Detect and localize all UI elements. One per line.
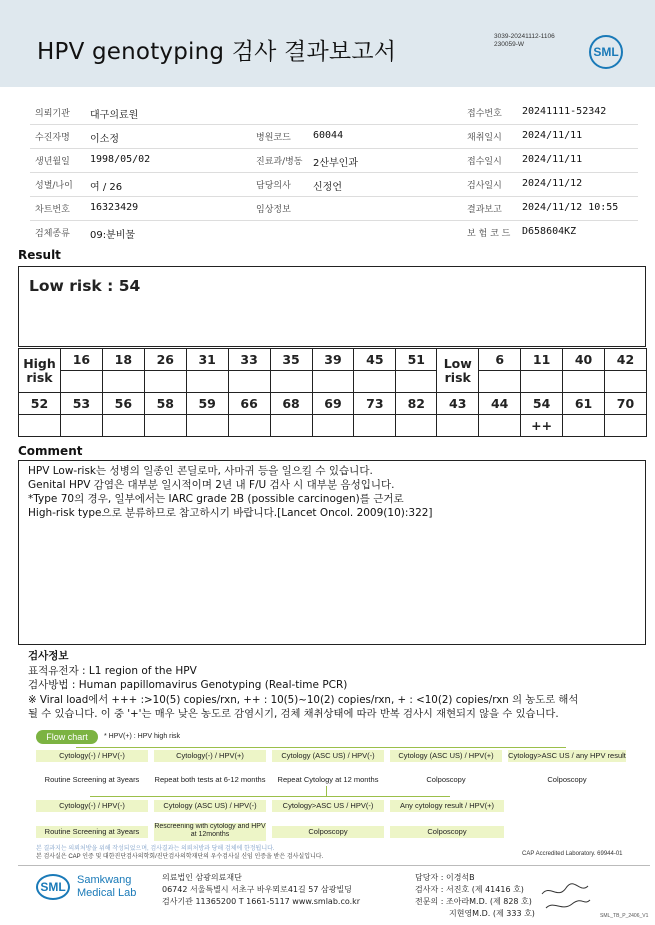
comment-text [28,464,433,520]
result-cell [521,371,563,393]
result-cell [60,371,102,393]
genotype-cell: 16 [60,349,102,371]
info-row [30,148,638,173]
flow-connector [90,796,450,797]
organization-name: 의료법인 삼광의료재단 [162,873,242,882]
flow-step: Cytology (ASC US) / HPV(-) [272,750,384,762]
info-row [30,196,638,221]
cap-accreditation: CAP Accredited Laboratory. 69944-01 [522,851,623,857]
flow-step: Any cytology result / HPV(+) [390,800,504,812]
flow-step: Colposcopy [272,826,384,838]
genotype-cell: 58 [144,393,186,415]
flow-outcome: Colposcopy [426,775,466,784]
comment-line: *Type 70의 경우, 일부에서는 IARC grade 2B (possible carcinogen)를 근거로 [28,493,404,505]
staff-specialist: 전문의 : 조아라M.D. (제 828 호) [415,897,532,906]
genotype-cell: 61 [563,393,605,415]
patient-value: 이소정 [90,134,119,145]
chart-no-label: 차트번호 [35,205,70,215]
footer-divider [18,865,650,866]
dept-label: 진료과/병동 [256,157,303,167]
comment-line: High-risk type으로 분류하므로 참고하시기 바랍니다.[Lancet Oncol. 2009(10):322] [28,507,433,519]
specimen-label: 검체종류 [35,229,70,239]
result-cell [479,415,521,437]
genotype-result-row [19,371,647,393]
genotype-cell: 51 [396,349,437,371]
result-cell [19,415,61,437]
test-date-label: 검사일시 [467,181,502,191]
low-risk-label: Low risk [437,349,479,393]
staff-tester: 검사자 : 서진호 (제 41416 호) [415,885,524,894]
result-cell [396,371,437,393]
genotype-cell: 11 [521,349,563,371]
result-cell [228,415,270,437]
doctor-label: 담당의사 [256,181,291,191]
specimen-value: 09:분비물 [90,230,136,241]
genotype-cell: 26 [144,349,186,371]
flow-step: Cytology (ASC US) / HPV(-) [154,800,266,812]
test-info-title: 검사정보 [28,650,69,662]
brand-name-1: Samkwang [77,874,132,886]
genotype-cell: 44 [479,393,521,415]
result-cell [312,415,354,437]
hospital-code-label: 병원코드 [256,133,291,143]
info-row [30,172,638,197]
comment-line: HPV Low-risk는 성병의 일종인 콘딜로마, 사마귀 등을 일으킬 수 있습니다. [28,465,373,477]
viral-load-note-2: 될 수 있습니다. 이 중 '+'는 매우 낮은 농도로 감염시기, 검체 채취상태에 따라 반복 검사시 재현되지 않을 수 있습니다. [28,708,559,720]
genotype-cell: 33 [228,349,270,371]
report-date-value: 2024/11/12 10:55 [522,202,619,213]
result-cell [563,371,605,393]
receipt-no-label: 접수번호 [467,109,502,119]
result-cell [60,415,102,437]
target-gene: 표적유전자 : L1 region of the HPV [28,665,197,677]
result-cell [270,371,312,393]
flow-step: Cytology (ASC US) / HPV(+) [390,750,502,762]
receive-date-label: 접수일시 [467,157,502,167]
genotype-table [18,348,647,437]
collect-date-label: 채취일시 [467,133,502,143]
genotype-cell: 43 [437,393,479,415]
genotype-cell: 70 [605,393,647,415]
chart-no-value: 16323429 [90,202,139,213]
signature-image [540,880,592,914]
result-section-title: Result [18,248,61,262]
disclaimer-note: 본 결과지는 의뢰처방을 위해 작성되었으며, 검사결과는 의뢰처방과 당해 검체에 한정됩니다. [36,846,275,852]
comment-section-title: Comment [18,444,83,458]
info-row [30,100,638,125]
flow-step: Cytology(-) / HPV(-) [36,800,148,812]
sml-logo: SML [589,35,623,69]
test-date-value: 2024/11/12 [522,178,583,189]
organization-contact: 검사기관 11365200 T 1661-5117 www.smlab.co.kr [162,897,361,906]
sex-age-label: 성별/나이 [35,181,73,191]
footer-sml-logo: SML [36,874,70,900]
result-cell [437,415,479,437]
page-title: HPV genotyping 검사 결과보고서 [37,39,397,65]
genotype-result-row [19,415,647,437]
report-code-1: 3039-20241112-1106 [494,33,555,40]
high-risk-label: High risk [19,349,61,393]
flow-outcome: Repeat Cytology at 12 months [277,775,379,784]
flow-step: Colposcopy [390,826,504,838]
flow-legend: * HPV(+) : HPV high risk [104,733,181,740]
result-cell [605,371,647,393]
result-cell [605,415,647,437]
dept-value: 2산부인과 [313,158,359,169]
flow-outcome: Repeat both tests at 6-12 months [154,775,266,784]
receive-date-value: 2024/11/11 [522,154,583,165]
flow-outcome: Routine Screening at 3years [44,775,140,784]
result-cell [102,371,144,393]
test-method: 검사방법 : Human papillomavirus Genotyping (Real-time PCR) [28,679,348,691]
flow-step: Routine Screening at 3years [36,826,148,838]
genotype-cell: 59 [186,393,228,415]
flow-step: Cytology(-) / HPV(+) [154,750,266,762]
brand-name-2: Medical Lab [77,887,137,899]
result-cell [186,371,228,393]
comment-line: Genital HPV 감염은 대부분 일시적이며 2년 내 F/U 검사 시 대부분 음성입니다. [28,479,395,491]
patient-label: 수진자명 [35,133,70,143]
flow-connector [326,786,327,796]
hospital-code-value: 60044 [313,130,344,141]
genotype-cell: 68 [270,393,312,415]
genotype-cell: 18 [102,349,144,371]
flow-step: Cytology>ASC US / HPV(-) [272,800,384,812]
staff-specialist-2: 지현영M.D. (제 333 호) [449,909,535,918]
clinical-info-label: 임상정보 [256,205,291,215]
report-code-2: 230059-W [494,41,524,48]
genotype-cell: 31 [186,349,228,371]
genotype-cell: 40 [563,349,605,371]
flow-outcome: Colposcopy [547,775,587,784]
genotype-cell: 53 [60,393,102,415]
flow-chart-button: Flow chart [36,730,98,744]
genotype-cell: 56 [102,393,144,415]
info-row [30,220,638,244]
form-code: SML_TB_P_2406_V1 [600,913,649,919]
result-summary: Low risk : 54 [29,277,141,295]
dob-value: 1998/05/02 [90,154,151,165]
genotype-cell: 54 [521,393,563,415]
result-cell [563,415,605,437]
organization-address: 06742 서울특별시 서초구 바우뫼로41길 57 삼광빌딩 [162,885,352,894]
result-cell [396,415,437,437]
sex-age-value: 여 / 26 [90,182,123,193]
genotype-cell: 82 [396,393,437,415]
flow-step: Rescreening with cytology and HPV at 12months [154,823,266,841]
receipt-no-value: 20241111-52342 [522,106,607,117]
result-cell [228,371,270,393]
result-cell [354,415,396,437]
result-summary-box [18,266,646,347]
result-cell [144,371,186,393]
genotype-cell: 73 [354,393,396,415]
genotype-cell: 39 [312,349,354,371]
result-cell [479,371,521,393]
genotype-header-row [19,349,647,371]
genotype-cell: 45 [354,349,396,371]
report-date-label: 결과보고 [467,205,502,215]
genotype-header-row [19,393,647,415]
genotype-cell: 6 [479,349,521,371]
genotype-cell: 66 [228,393,270,415]
result-cell [270,415,312,437]
flow-step: Cytology(-) / HPV(-) [36,750,148,762]
genotype-cell: 35 [270,349,312,371]
dob-label: 생년월일 [35,157,70,167]
doctor-value: 신정언 [313,182,342,193]
insurance-code-value: D658604KZ [522,226,577,237]
flow-step: Cytology>ASC US / any HPV result [508,751,626,760]
result-cell [312,371,354,393]
result-cell [144,415,186,437]
insurance-code-label: 보 험 코 드 [467,229,511,239]
genotype-cell: 52 [19,393,61,415]
genotype-cell: 42 [605,349,647,371]
staff-contact: 담당자 : 이경석B [415,873,475,882]
viral-load-note: ※ Viral load에서 +++ :>10(5) copies/rxn, ++ : 10(5)~10(2) copies/rxn, + : <10(2) copies/rxn 의 농도로 해석 [28,694,579,706]
accreditation-note: 본 검사실은 CAP 인증 및 대한진단검사의학회/진단검사의학재단의 우수검사실 신임 인증을 받은 검사실입니다. [36,854,324,860]
result-cell-54: ++ [521,415,563,437]
info-row [30,124,638,149]
institution-label: 의뢰기관 [35,109,70,119]
result-cell [102,415,144,437]
institution-value: 대구의료원 [90,110,139,121]
flow-connector [76,747,566,748]
collect-date-value: 2024/11/11 [522,130,583,141]
genotype-cell: 69 [312,393,354,415]
result-cell [354,371,396,393]
result-cell [186,415,228,437]
